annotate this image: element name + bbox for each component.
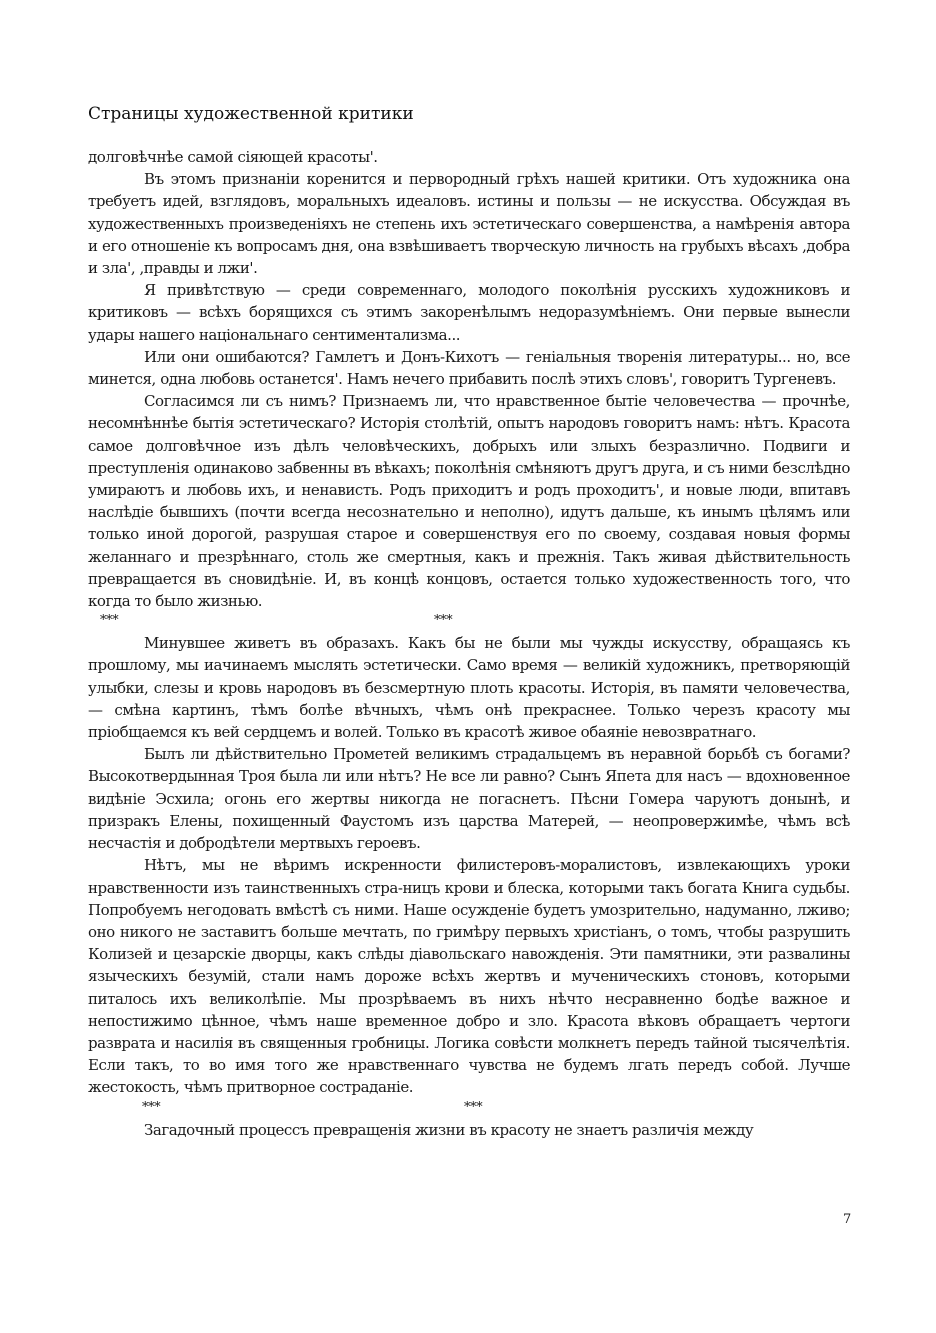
paragraph: Согласимся ли съ нимъ? Признаемъ ли, что нравственное бытіе человечества — прочнѣе, несомнѣннѣе бытія эстетическаго? Исторія столѣтій, опытъ народовъ говоритъ намъ: нѣтъ. Красота самое долговѣчное изъ дѣлъ человѣческихъ, добрыхъ или злыхъ безразлично. Подвиги и преступленія одинаково забвенны въ вѣкахъ; поколѣнія смѣняютъ другъ друга, и съ ними безслѣдно умираютъ и любовь ихъ, и ненависть. Родъ приходитъ и родъ проходитъ', и новые люди, впитавъ наслѣдіе бывшихъ (почти всегда несознательно и неполно), идутъ дальше, къ инымъ цѣлямъ или только иной дорогой, разрушая старое и совершенствуя его по своему, создавая новыя формы желаннаго и презрѣннаго, столь же смертныя, какъ и прежнія. Такъ живая дѣйствительность превращается въ сновидѣніе. И, въ концѣ концовъ, остается только художественность того, что когда то было жизнью. bbox=[88, 392, 850, 611]
paragraph: Былъ ли дѣйствительно Прометей великимъ страдальцемъ въ неравной борьбѣ съ богами? Высокотвердынная Троя была ли или нѣтъ? Не все ли равно? Сынъ Япета для насъ — вдохновенное видѣніе Эсхила; огонь его жертвы никогда не погаснетъ. Пѣсни Гомера чаруютъ донынѣ, и призракъ Елены, похищенный Фаустомъ изъ царства Матерей, — неопровержимѣе, чѣмъ всѣ несчастія и добродѣтели мертвыхъ героевъ. bbox=[88, 745, 850, 853]
paragraph: Минувшее живетъ въ образахъ. Какъ бы не были мы чужды искусству, обращаясь къ прошлому, мы иачинаемъ мыслять эстетически. Само время — великій художникъ, претворяющій улыбки, слезы и кровь народовъ въ безсмертную плоть красоты. Исторія, въ памяти человечества, — смѣна картинъ, тѣмъ болѣе вѣчныхъ, чѣмъ онѣ прекраснее. Только черезъ красоту мы пріобщаемся къ вей сердцемъ и волей. Только въ красотѣ живое обаяніе невозвратнаго. bbox=[88, 634, 850, 742]
separator-asterisks: *** bbox=[100, 613, 119, 629]
paragraph: долговѣчнѣе самой сіяющей красоты'. bbox=[88, 148, 378, 166]
body-text bbox=[88, 146, 850, 1141]
paragraph: Нѣтъ, мы не вѣримъ искренности филистеровъ-моралистовъ, извлекающихъ уроки нравственности изъ таинственныхъ стра-ницъ крови и блеска, которыми такъ богата Книга судьбы. Попробуемъ негодовать вмѣстѣ съ ними. Наше осужденіе будетъ умозрительно, надуманно, лживо; оно никого не заставитъ больше мечтать, по гримѣру первыхъ христіанъ, о томъ, чтобы разрушить Колизей и цезарскіе дворцы, какъ слѣды діавольскаго навожденія. Эти памятники, эти развалины языческихъ безумій, стали намъ дороже всѣхъ жертвъ и мученическихъ стоновъ, которыми питалось ихъ великолѣпіе. Мы прозрѣваемъ въ нихъ нѣчто несравненно бодѣе важное и непостижимо цѣнное, чѣмъ наше временное добро и зло. Красота вѣковъ обращаетъ чертоги разврата и насилія въ священныя гробницы. Логика совѣсти молкнетъ передъ тайной тысячелѣтія. Если такъ, то во имя того же нравственнаго чувства не будемъ лгать передъ собой. Лучше жестокость, чѣмъ притворное состраданіе. bbox=[88, 856, 850, 1097]
paragraph: Или они ошибаются? Гамлетъ и Донъ-Кихотъ — геніальныя творенія литературы... но, все минется, одна любовь останется'. Намъ нечего прибавить послѣ этихъ словъ', говоритъ Тургеневъ. bbox=[88, 347, 850, 389]
paragraph: Я привѣтствую — среди современнаго, молодого поколѣнія русскихъ художниковъ и критиковъ — всѣхъ борящихся съ этимъ закоренѣлымъ недоразумѣніемъ. Они первые вынесли удары нашего національнаго сентиментализма... bbox=[88, 281, 850, 344]
page-number: 7 bbox=[843, 1212, 852, 1227]
paragraph: Въ этомъ признаніи коренится и первородный грѣхъ нашей критики. Отъ художника она требуетъ идей, взглядовъ, моральныхъ идеаловъ. истины и пользы — не искусства. Обсуждая въ художественныхъ произведеніяхъ не степень ихъ эстетическаго совершенства, а намѣренія автора и его отношеніе къ вопросамъ дня, она взвѣшиваетъ творческую личность на грубыхъ вѣсахъ ,добра и зла', ,правды и лжи'. bbox=[88, 170, 850, 278]
section-separator bbox=[88, 612, 850, 632]
separator-asterisks: *** bbox=[434, 613, 453, 629]
separator-asterisks: *** bbox=[142, 1099, 161, 1115]
separator-asterisks: *** bbox=[464, 1099, 483, 1115]
section-separator bbox=[88, 1099, 850, 1119]
running-header: Страницы художественной критики bbox=[88, 104, 414, 124]
paragraph: Загадочный процессъ превращенія жизни въ красоту не знаетъ различія между bbox=[144, 1120, 754, 1139]
